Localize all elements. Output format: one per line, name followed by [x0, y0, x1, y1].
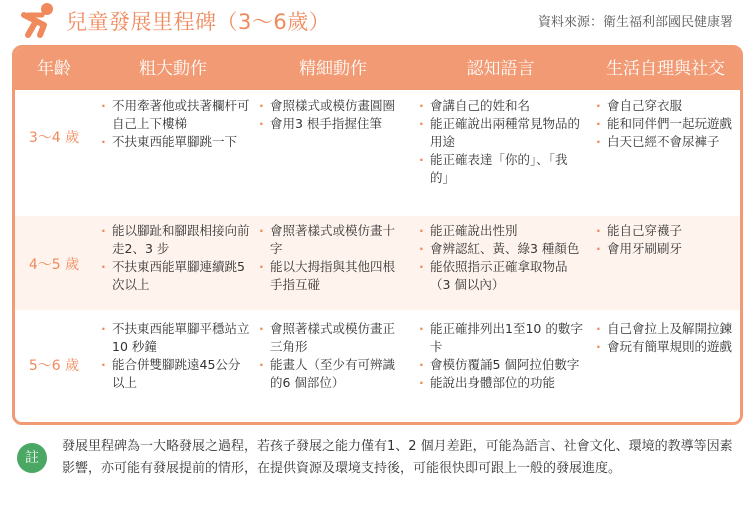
page-header — [0, 0, 755, 42]
milestone-item: · 能依照指示正確拿取物品（3 個以內） — [419, 258, 584, 294]
table-header — [15, 48, 740, 90]
milestone-item: · 會用牙刷刷牙 — [596, 240, 736, 258]
age-label: 5～6 歲 — [28, 358, 80, 374]
self-care-social-cell — [596, 97, 736, 151]
milestone-item: · 能和同伴們一起玩遊戲 — [596, 115, 736, 133]
milestone-item: · 會自己穿衣服 — [596, 97, 736, 115]
milestone-item: · 會講自己的姓和名 — [419, 97, 584, 115]
fine-motor-cell — [259, 320, 407, 392]
milestone-item: · 不用牽著他或扶著欄杆可自己上下樓梯 — [101, 97, 251, 133]
milestone-item: · 會玩有簡單規則的遊戲 — [596, 338, 736, 356]
running-child-icon — [14, 1, 60, 39]
gross-motor-cell — [101, 222, 251, 294]
column-header-cognition-language: 認知語言 — [466, 59, 535, 79]
milestone-item: · 會用3 根手指握住筆 — [259, 115, 407, 133]
milestone-item: · 能以大拇指與其他四根手指互碰 — [259, 258, 407, 294]
data-source: 資料來源：衛生福利部國民健康署 — [537, 15, 733, 30]
milestone-item: · 能說出身體部位的功能 — [419, 374, 584, 392]
self-care-social-cell — [596, 222, 736, 258]
milestone-item: · 能合併雙腳跳遠45公分以上 — [101, 356, 251, 392]
milestone-item: · 能正確排列出1至10 的數字卡 — [419, 320, 584, 356]
milestone-item: · 能以腳趾和腳跟相接向前走2、3 步 — [101, 222, 251, 258]
milestone-item: · 自己會拉上及解開拉鍊 — [596, 320, 736, 338]
page-title: 兒童發展里程碑（3～6歲） — [66, 10, 331, 34]
gross-motor-cell — [101, 320, 251, 392]
milestone-item: · 能正確說出兩種常見物品的用途 — [419, 115, 584, 151]
milestone-item: · 能自己穿襪子 — [596, 222, 736, 240]
table-row — [15, 90, 740, 216]
footnote-text: 發展里程碑為一大略發展之過程，若孩子發展之能力僅有1、2 個月差距，可能為語言、社會文化、環境的教導等因素影響，亦可能有發展提前的情形，在提供資源及環境支持後，可能很快即可跟上一般的發展進度。 — [62, 439, 733, 476]
milestone-item: · 會模仿覆誦5 個阿拉伯數字 — [419, 356, 584, 374]
milestone-item: · 白天已經不會尿褲子 — [596, 133, 736, 151]
milestone-table — [12, 45, 743, 425]
milestone-item: · 不扶東西能單腳連續跳5次以上 — [101, 258, 251, 294]
age-label: 3～4 歲 — [28, 130, 80, 146]
column-header-self-care-social: 生活自理與社交 — [606, 59, 725, 79]
milestone-item: · 會照著樣式或模仿畫正三角形 — [259, 320, 407, 356]
table-row — [15, 310, 740, 422]
column-header-gross-motor: 粗大動作 — [139, 59, 207, 79]
table-row — [15, 216, 740, 310]
cognition-language-cell — [419, 97, 584, 187]
cognition-language-cell — [419, 320, 584, 392]
note-badge: 註 — [17, 443, 47, 473]
self-care-social-cell — [596, 320, 736, 356]
column-header-age: 年齡 — [37, 59, 71, 79]
age-label: 4～5 歲 — [28, 257, 80, 273]
milestone-item: · 能正確說出性別 — [419, 222, 584, 240]
milestone-item: · 會辨認紅、黃、綠3 種顏色 — [419, 240, 584, 258]
column-header-fine-motor: 精細動作 — [299, 59, 367, 79]
gross-motor-cell — [101, 97, 251, 151]
cognition-language-cell — [419, 222, 584, 294]
milestone-item: · 不扶東西能單腳跳一下 — [101, 133, 251, 151]
fine-motor-cell — [259, 222, 407, 294]
fine-motor-cell — [259, 97, 407, 133]
milestone-item: · 會照樣式或模仿畫圓圈 — [259, 97, 407, 115]
milestone-item: · 不扶東西能單腳平穩站立10 秒鐘 — [101, 320, 251, 356]
milestone-item: · 能正確表達「你的」、「我的」 — [419, 151, 584, 187]
milestone-item: · 會照著樣式或模仿畫十字 — [259, 222, 407, 258]
milestone-item: · 能畫人（至少有可辨識的6 個部位） — [259, 356, 407, 392]
